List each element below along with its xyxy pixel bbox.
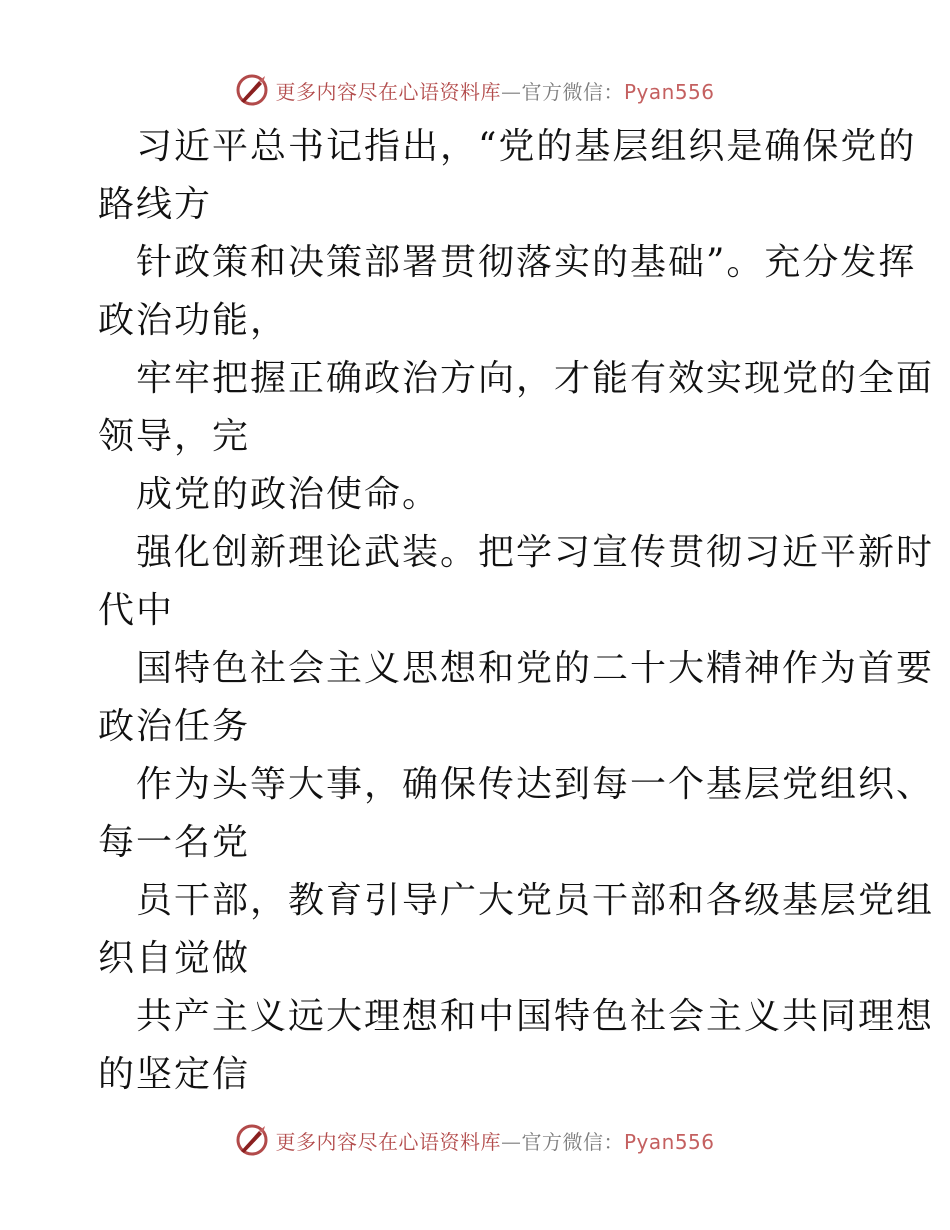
watermark-group (235, 1123, 714, 1157)
footer-watermark (0, 1120, 950, 1160)
paragraph-line: 每一名党 (98, 822, 251, 863)
paragraph-line: 针政策和决策部署贯彻落实的基础”。充分发挥 (136, 242, 917, 283)
watermark-text (275, 1126, 714, 1155)
watermark-text (275, 76, 714, 105)
watermark-group (235, 73, 714, 107)
paragraph-line: 的坚定信 (98, 1054, 251, 1095)
watermark-separator: — (500, 1129, 522, 1154)
paragraph-line: 领导，完 (98, 416, 251, 457)
watermark-wechat-id: Pyan556 (623, 1129, 715, 1154)
header-watermark (0, 70, 950, 110)
feather-pen-circle-icon (235, 1123, 269, 1157)
paragraph-line: 牢牢把握正确政治方向，才能有效实现党的全面 (136, 358, 935, 399)
watermark-brand: 更多内容尽在心语资料库 (275, 79, 501, 104)
paragraph-line: 政治任务 (98, 706, 251, 747)
paragraph-line: 作为头等大事，确保传达到每一个基层党组织、 (136, 764, 935, 805)
watermark-official-label: 官方微信： (521, 79, 624, 104)
paragraph-line: 代中 (98, 590, 175, 631)
feather-pen-circle-icon (235, 73, 269, 107)
paragraph-line: 员干部，教育引导广大党员干部和各级基层党组 (136, 880, 935, 921)
paragraph-line: 织自觉做 (98, 938, 251, 979)
paragraph-line: 政治功能， (98, 300, 289, 341)
paragraph-line: 国特色社会主义思想和党的二十大精神作为首要 (136, 648, 935, 689)
paragraph-line: 共产主义远大理想和中国特色社会主义共同理想 (136, 996, 935, 1037)
paragraph-line: 成党的政治使命。 (136, 474, 441, 515)
document-body (98, 118, 935, 1104)
watermark-wechat-id: Pyan556 (623, 79, 715, 104)
watermark-separator: — (500, 79, 522, 104)
watermark-brand: 更多内容尽在心语资料库 (275, 1129, 501, 1154)
watermark-official-label: 官方微信： (521, 1129, 624, 1154)
paragraph-line: 习近平总书记指出，“党的基层组织是确保党的 (136, 126, 917, 167)
paragraph-line: 强化创新理论武装。把学习宣传贯彻习近平新时 (136, 532, 935, 573)
paragraph-line: 路线方 (98, 184, 213, 225)
